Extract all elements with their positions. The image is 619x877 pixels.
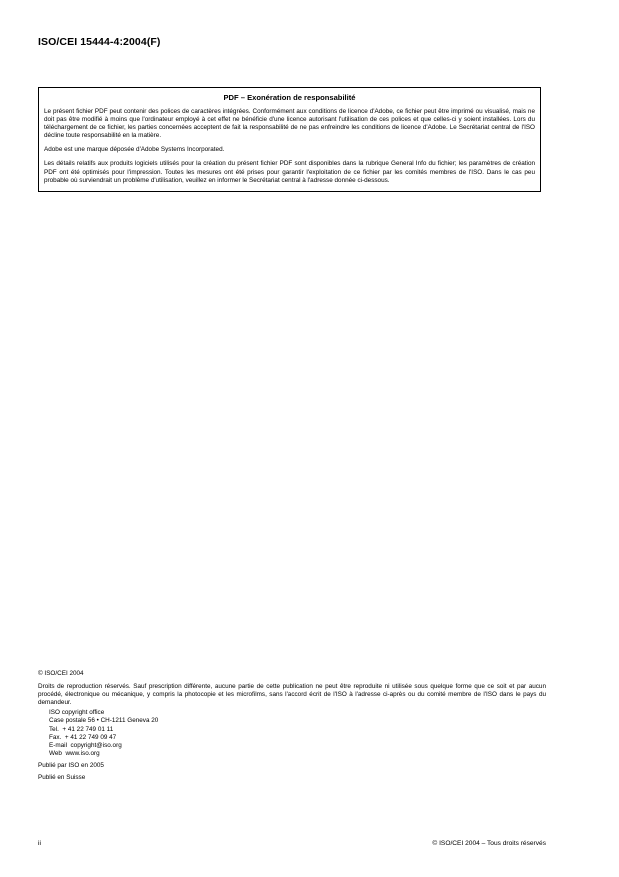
document-id: ISO/CEI 15444-4:2004(F) — [38, 36, 161, 48]
published-by: Publié par ISO en 2005 — [38, 761, 104, 769]
published-in: Publié en Suisse — [38, 774, 86, 782]
disclaimer-paragraph-fonts: Le présent fichier PDF peut contenir des polices de caractères intégrées. Conformément aux conditions de licence d'Adobe, ce fichier peut être imprimé ou visualisé, mais ne doit pas être modifié à moins que l'ordinateur employé à cet effet ne bénéficie d'une licence autorisant l'utilisation de ces polices et que celles-ci y soient installées. Lors du téléchargement de ce fichier, les parties concernées acceptent de fait la responsabilité de ne pas enfreindre les conditions de licence d'Adobe. Le Secrétariat central de l'ISO décline toute responsabilité en la matière. — [44, 108, 535, 140]
disclaimer-title: PDF – Exonération de responsabilité — [223, 93, 356, 102]
iso-address — [38, 709, 546, 758]
address-fax: Fax. + 41 22 749 09 47 — [49, 733, 117, 741]
disclaimer-paragraph-software: Les détails relatifs aux produits logiciels utilisés pour la création du présent fichier PDF sont disponibles dans la rubrique General Info du fichier; les paramètres de création PDF ont été optimisés pour l'impression. Toutes les mesures ont été prises pour garantir l'exploitation de ce fichier par les comités membres de l'ISO. Dans le cas peu probable où surviendrait un problème d'utilisation, veuillez en informer le Secrétariat central à l'adresse donnée ci-dessous. — [44, 160, 535, 184]
address-web: Web www.iso.org — [49, 749, 100, 757]
address-postal: Case postale 56 • CH-1211 Geneva 20 — [49, 717, 159, 725]
page-number: ii — [38, 840, 41, 847]
reproduction-rights: Droits de reproduction réservés. Sauf prescription différente, aucune partie de cette publication ne peut être reproduite ni utilisée sous quelque forme que ce soit et par aucun procédé, électronique ou mécanique, y compris la photocopie et les microfilms, sans l'accord écrit de l'ISO à l'adresse ci-après ou du comité membre de l'ISO dans le pays du demandeur. — [38, 683, 546, 707]
address-email: E-mail copyright@iso.org — [49, 741, 122, 749]
address-tel: Tel. + 41 22 749 01 11 — [49, 725, 114, 733]
copyright-block — [38, 670, 546, 782]
pdf-disclaimer-box — [38, 87, 541, 192]
footer-rights: © ISO/CEI 2004 – Tous droits réservés — [432, 840, 546, 847]
disclaimer-paragraph-adobe: Adobe est une marque déposée d'Adobe Systems Incorporated. — [44, 146, 225, 154]
copyright-line: © ISO/CEI 2004 — [38, 670, 84, 677]
address-office: ISO copyright office — [49, 709, 105, 717]
